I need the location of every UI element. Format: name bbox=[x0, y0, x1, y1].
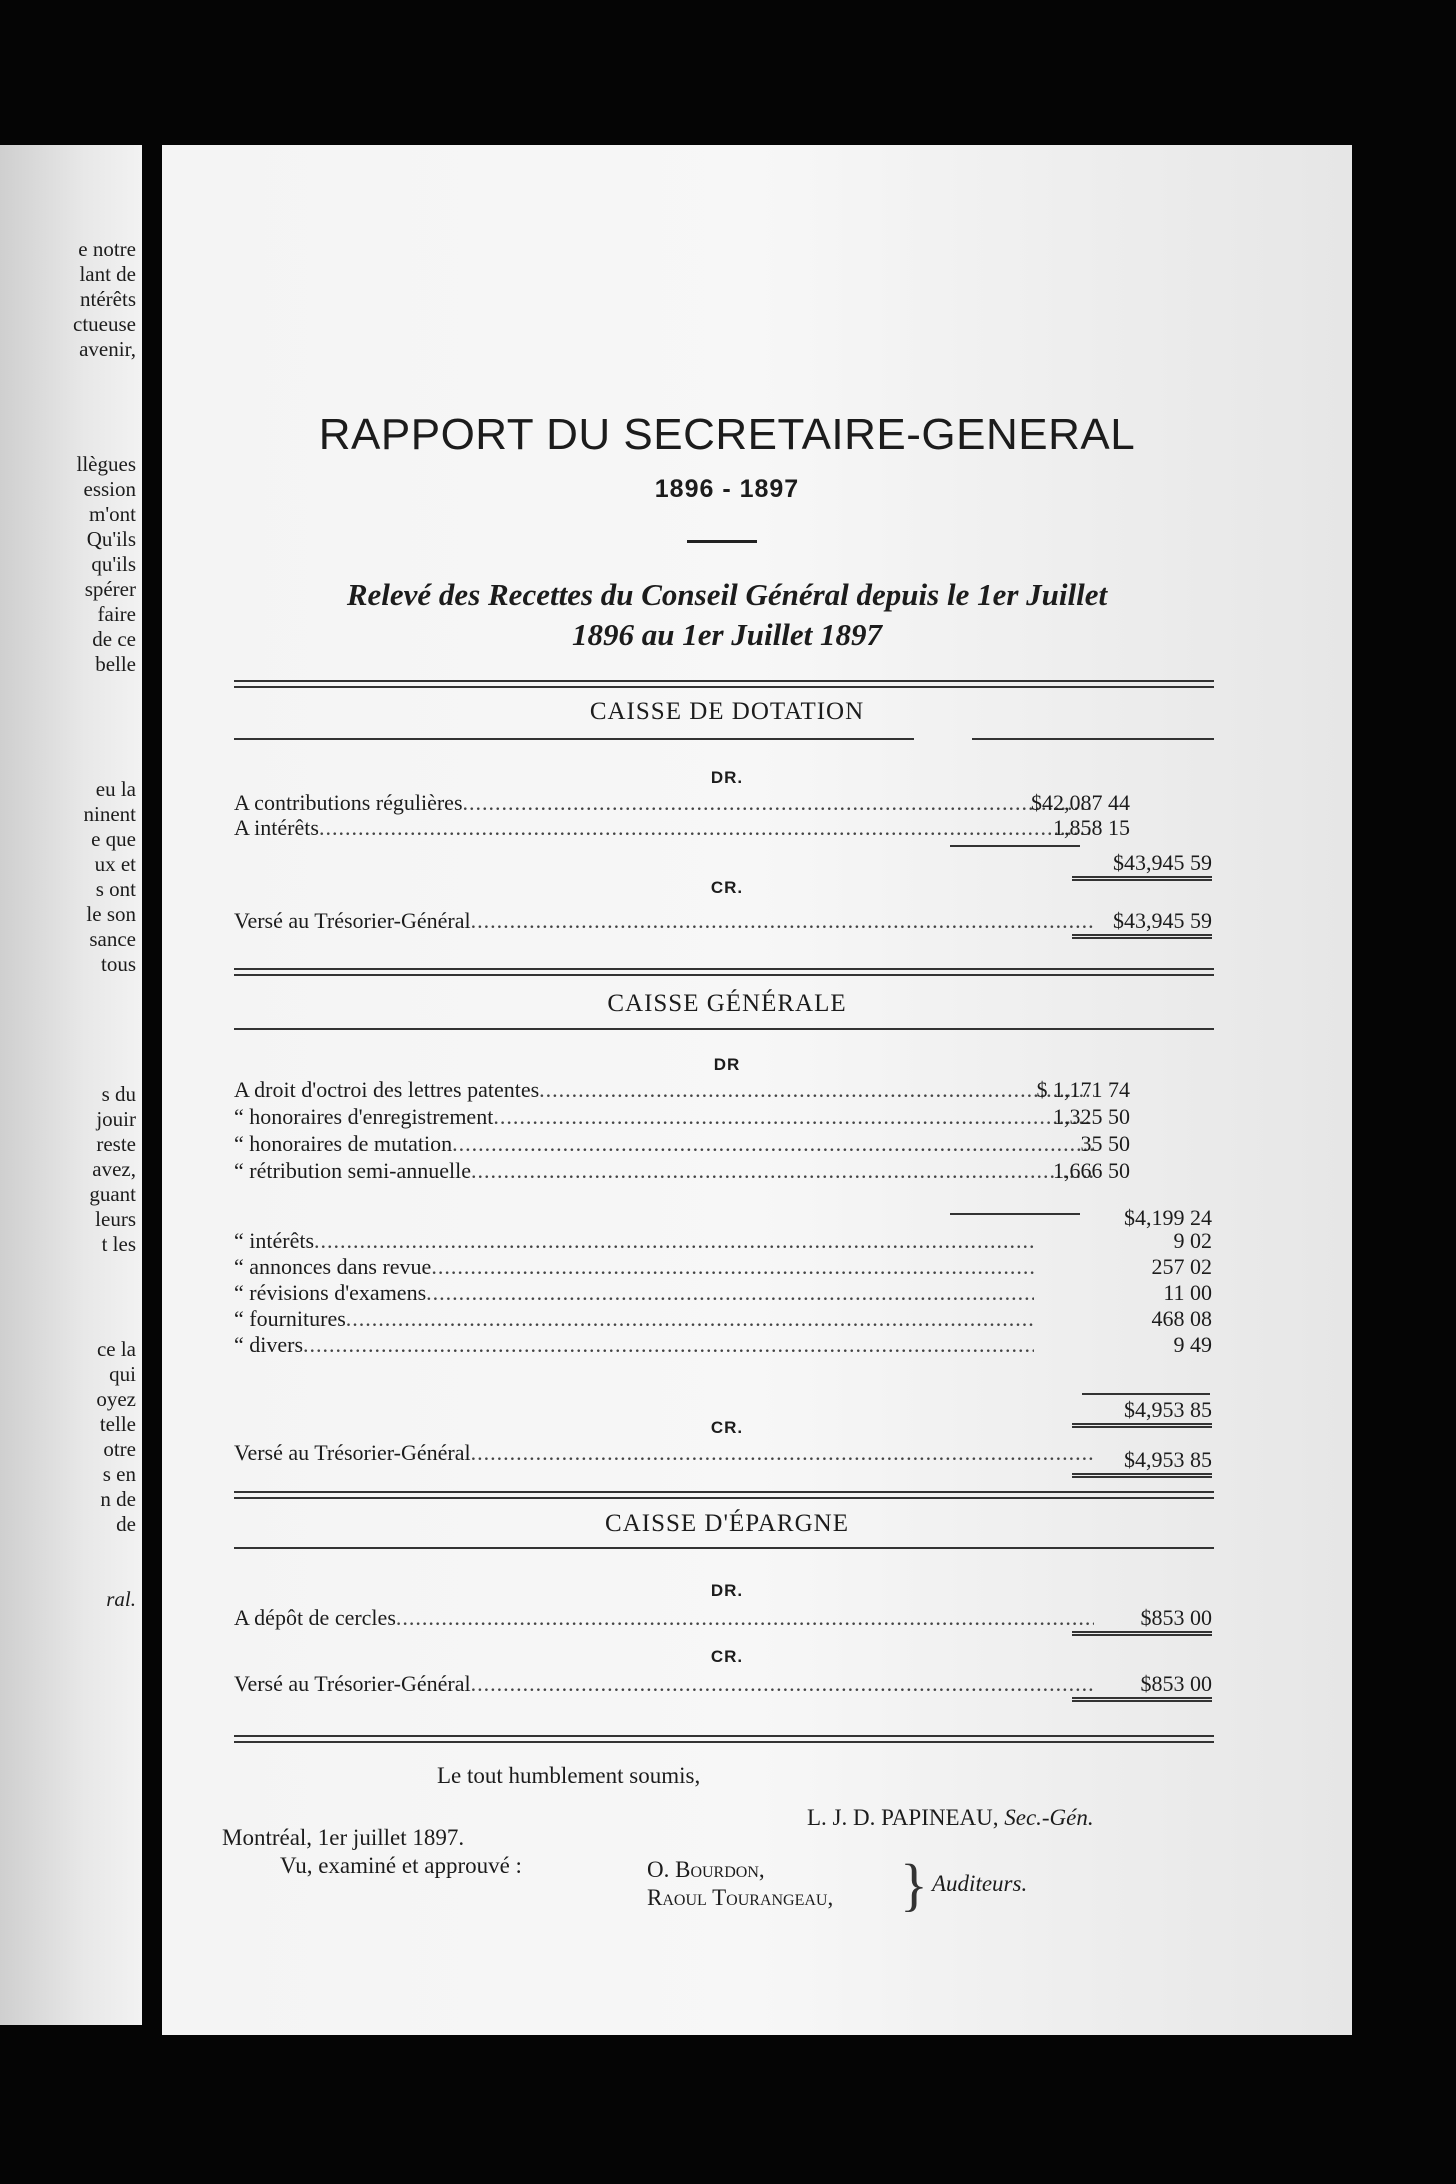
section-divider bbox=[234, 1741, 1214, 1743]
row-amount: 468 08 bbox=[1151, 1306, 1212, 1331]
row-label: “ fournitures bbox=[234, 1306, 346, 1331]
signature-name: L. J. D. PAPINEAU, bbox=[807, 1805, 999, 1830]
ledger-row bbox=[234, 790, 1094, 816]
ledger-row bbox=[234, 1254, 1034, 1280]
depot-amount: $853 00 bbox=[1072, 1605, 1212, 1636]
cr-label: CR. bbox=[710, 878, 744, 897]
section-divider bbox=[234, 1491, 1214, 1493]
left-page-text-fragment: s du bbox=[101, 1082, 136, 1106]
left-page-text-fragment: de ce bbox=[92, 627, 136, 651]
left-page-text-fragment: eu la bbox=[95, 777, 136, 801]
row-amount: 1,325 50 bbox=[1053, 1104, 1130, 1129]
left-page-text-fragment: faire bbox=[97, 602, 136, 626]
place-date: Montréal, 1er juillet 1897. bbox=[222, 1825, 465, 1850]
dr-label: DR. bbox=[710, 768, 744, 787]
left-page-text-fragment: le son bbox=[86, 902, 136, 926]
row-amount: $ 1,171 74 bbox=[1036, 1077, 1130, 1102]
left-page-text-fragment: guant bbox=[89, 1182, 136, 1206]
heading-underline bbox=[234, 738, 914, 740]
title-divider bbox=[687, 540, 757, 543]
row-amount: 9 02 bbox=[1173, 1228, 1212, 1253]
row-label: A contributions régulières bbox=[234, 790, 463, 815]
left-page-text-fragment: belle bbox=[95, 652, 136, 676]
left-page-text-fragment: t les bbox=[101, 1232, 136, 1256]
row-amount: 1,666 50 bbox=[1053, 1158, 1130, 1183]
left-page-text-fragment: tous bbox=[100, 952, 136, 976]
section-divider bbox=[234, 974, 1214, 976]
section-divider bbox=[234, 1735, 1214, 1737]
row-label: Versé au Trésorier-Général bbox=[234, 908, 471, 933]
left-page-text-fragment: ux et bbox=[94, 852, 136, 876]
auditor-2: Raoul Tourangeau, bbox=[647, 1885, 834, 1910]
left-page-text-fragment: reste bbox=[96, 1132, 136, 1156]
left-page-text-fragment: n de bbox=[100, 1487, 136, 1511]
ledger-row bbox=[234, 1077, 1094, 1103]
left-page-text-fragment: ctueuse bbox=[73, 312, 136, 336]
row-amount: $42,087 44 bbox=[1031, 790, 1130, 815]
auditors-brace: } bbox=[900, 1852, 928, 1917]
left-page-text-fragment: lant de bbox=[79, 262, 136, 286]
left-page-text-fragment: telle bbox=[99, 1412, 136, 1436]
approval-line: Vu, examiné et approuvé : bbox=[280, 1853, 522, 1878]
ledger-row bbox=[234, 1131, 1094, 1157]
left-page-text-fragment: ntérêts bbox=[80, 287, 136, 311]
left-page-text-fragment: de bbox=[116, 1512, 136, 1536]
left-page-text-fragment: s en bbox=[102, 1462, 136, 1486]
signature bbox=[807, 1805, 1094, 1831]
section-divider bbox=[234, 1497, 1214, 1499]
left-page-text-fragment: s ont bbox=[95, 877, 136, 901]
left-page-text-fragment: Qu'ils bbox=[86, 527, 136, 551]
ledger-row bbox=[234, 1306, 1034, 1332]
left-page-text-fragment: ral. bbox=[106, 1587, 136, 1611]
left-page-text-fragment: spérer bbox=[84, 577, 136, 601]
left-page-text-fragment: leurs bbox=[95, 1207, 136, 1231]
sum-rule bbox=[950, 845, 1080, 847]
closing-soumis: Le tout humblement soumis, bbox=[437, 1763, 701, 1788]
report-years: 1896 - 1897 bbox=[654, 475, 800, 503]
section-total: $43,945 59 bbox=[1072, 850, 1212, 881]
row-label: Versé au Trésorier-Général bbox=[234, 1440, 471, 1465]
left-page-text-fragment: llègues bbox=[76, 452, 136, 476]
row-label: “ honoraires d'enregistrement bbox=[234, 1104, 494, 1129]
verse-amount: $4,953 85 bbox=[1072, 1447, 1212, 1478]
heading-underline bbox=[972, 738, 1214, 740]
left-page-text-fragment: avez, bbox=[92, 1157, 136, 1181]
ledger-row bbox=[234, 1332, 1034, 1358]
row-label: “ rétribution semi-annuelle bbox=[234, 1158, 472, 1183]
section-heading-epargne: CAISSE D'ÉPARGNE bbox=[605, 1510, 849, 1537]
ledger-row bbox=[234, 1671, 1094, 1697]
row-amount: 257 02 bbox=[1151, 1254, 1212, 1279]
dr-label: DR. bbox=[710, 1581, 744, 1600]
left-page-text-fragment: jouir bbox=[96, 1107, 136, 1131]
left-page-text-fragment: qui bbox=[109, 1362, 136, 1386]
row-label: “ annonces dans revue bbox=[234, 1254, 432, 1279]
left-page-text-fragment: sance bbox=[89, 927, 136, 951]
heading-underline bbox=[234, 1547, 1214, 1549]
row-label: A dépôt de cercles bbox=[234, 1605, 396, 1630]
left-page-text-fragment: otre bbox=[103, 1437, 136, 1461]
cr-label: CR. bbox=[710, 1647, 744, 1666]
verse-amount: $43,945 59 bbox=[1072, 908, 1212, 939]
left-page-text-fragment: ce la bbox=[96, 1337, 136, 1361]
row-label: “ révisions d'examens bbox=[234, 1280, 427, 1305]
section-divider bbox=[234, 680, 1214, 682]
verse-amount: $853 00 bbox=[1072, 1671, 1212, 1702]
left-page-text-fragment: oyez bbox=[96, 1387, 136, 1411]
ledger-row bbox=[234, 1104, 1094, 1130]
signature-title: Sec.-Gén. bbox=[1004, 1805, 1094, 1830]
left-page-text-fragment: ession bbox=[83, 477, 136, 501]
ledger-row bbox=[234, 815, 1094, 841]
cr-label: CR. bbox=[710, 1418, 744, 1437]
subtitle-line-1: Relevé des Recettes du Conseil Général depuis le 1er Juillet bbox=[346, 577, 1108, 612]
left-page-text-fragment: qu'ils bbox=[91, 552, 136, 576]
row-label: A intérêts bbox=[234, 815, 319, 840]
ledger-row bbox=[234, 1605, 1094, 1631]
row-label: “ honoraires de mutation bbox=[234, 1131, 453, 1156]
left-page-text-fragment: avenir, bbox=[79, 337, 136, 361]
left-page-text-fragment: e que bbox=[91, 827, 136, 851]
left-page-text-fragment: m'ont bbox=[89, 502, 136, 526]
section-divider bbox=[234, 686, 1214, 688]
row-amount: 35 50 bbox=[1080, 1131, 1130, 1156]
heading-underline bbox=[234, 1028, 1214, 1030]
ledger-row bbox=[234, 1280, 1034, 1306]
section-heading-generale: CAISSE GÉNÉRALE bbox=[607, 990, 847, 1017]
auditors-label: Auditeurs. bbox=[932, 1871, 1028, 1896]
subtotal: $4,199 24 bbox=[1124, 1205, 1212, 1230]
section-total: $4,953 85 bbox=[1072, 1397, 1212, 1428]
left-page-text-fragment: e notre bbox=[78, 237, 136, 261]
subtitle-line-2: 1896 au 1er Juillet 1897 bbox=[571, 617, 882, 652]
row-label: A droit d'octroi des lettres patentes bbox=[234, 1077, 540, 1102]
section-divider bbox=[234, 968, 1214, 970]
sum-rule bbox=[1082, 1393, 1210, 1395]
row-amount: 1,858 15 bbox=[1053, 815, 1130, 840]
ledger-row bbox=[234, 1440, 1094, 1466]
ledger-row bbox=[234, 1158, 1094, 1184]
row-label: “ intérêts bbox=[234, 1228, 315, 1253]
row-label: “ divers bbox=[234, 1332, 304, 1357]
section-heading-dotation: CAISSE DE DOTATION bbox=[589, 698, 865, 725]
document-page bbox=[162, 145, 1352, 2035]
sum-rule bbox=[950, 1213, 1080, 1215]
left-facing-page bbox=[0, 145, 142, 2025]
auditor-1: O. Bourdon, bbox=[647, 1857, 765, 1882]
page-title: RAPPORT DU SECRETAIRE-GENERAL bbox=[318, 410, 1136, 459]
ledger-row bbox=[234, 908, 1094, 934]
row-label: Versé au Trésorier-Général bbox=[234, 1671, 471, 1696]
left-page-text-fragment: ninent bbox=[83, 802, 136, 826]
ledger-row bbox=[234, 1228, 1034, 1254]
row-amount: 9 49 bbox=[1173, 1332, 1212, 1357]
dr-label: DR bbox=[713, 1055, 741, 1074]
row-amount: 11 00 bbox=[1163, 1280, 1212, 1305]
